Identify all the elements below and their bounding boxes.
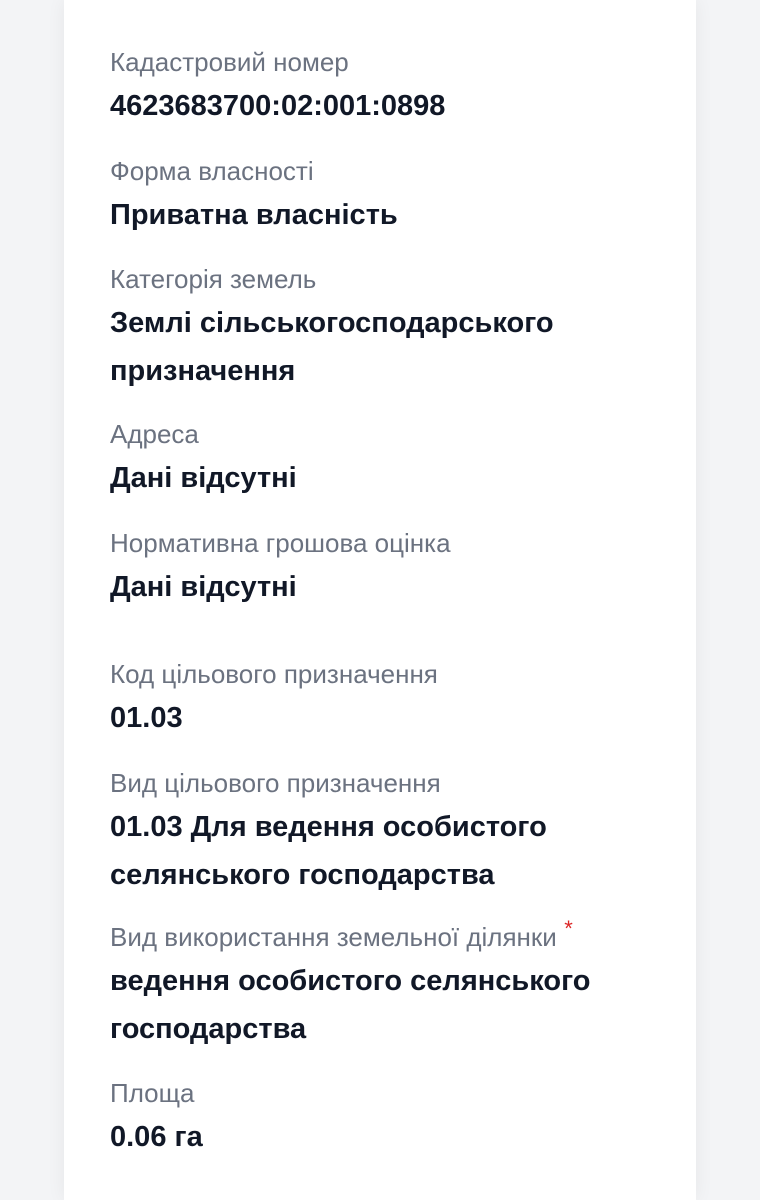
field-label: Код цільового призначення [110,659,438,689]
field-purpose-type [110,767,656,899]
field-label: Площа [110,1078,195,1108]
field-value: 4623683700:02:001:0898 [110,90,446,122]
field-label-text: Вид використання земельної ділянки [110,922,557,952]
field-label [110,916,573,953]
required-asterisk: * [564,916,573,941]
field-label: Форма власності [110,156,314,186]
field-label: Вид цільового призначення [110,768,441,798]
parcel-info-card [64,0,696,1200]
field-value: 01.03 [110,702,183,734]
field-value: 0.06 га [110,1121,203,1153]
field-cadastral-number [110,46,656,130]
field-land-use-type [110,916,656,1053]
field-normative-valuation [110,527,656,611]
field-land-category [110,263,656,395]
field-value: Землі сільськогосподарського призначення [110,307,554,387]
field-purpose-code [110,658,656,742]
field-value: Приватна власність [110,199,398,231]
field-value: Дані відсутні [110,571,297,603]
field-label: Нормативна грошова оцінка [110,528,451,558]
field-value: Дані відсутні [110,462,297,494]
field-value: 01.03 Для ведення особистого селянського господарства [110,811,547,891]
field-label: Кадастровий номер [110,47,349,77]
field-label: Адреса [110,419,199,449]
field-value: ведення особистого селянського господарства [110,965,591,1045]
field-label: Категорія земель [110,264,317,294]
field-ownership-form [110,155,656,239]
field-area [110,1077,656,1161]
field-address [110,418,656,502]
